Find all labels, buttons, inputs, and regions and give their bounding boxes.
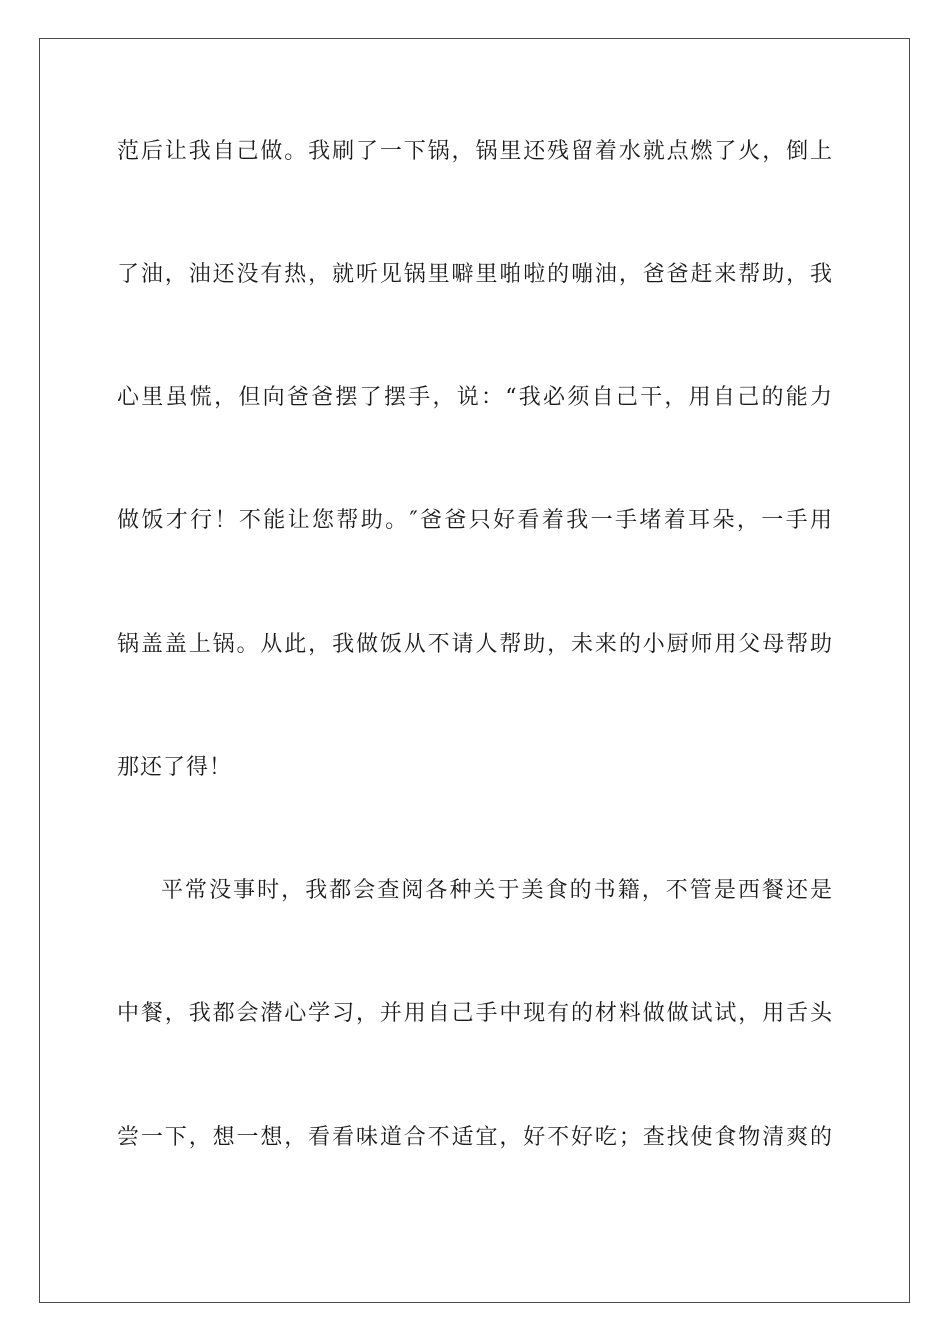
page-frame: [39, 38, 910, 1303]
text-line: 了油，油还没有热，就听见锅里噼里啪啦的嘣油，爸爸赶来帮助，我: [117, 262, 833, 287]
text-line: 锅盖盖上锅。从此，我做饭从不请人帮助，未来的小厨师用父母帮助: [117, 632, 833, 657]
text-line: 心里虽慌，但向爸爸摆了摆手，说：“我必须自己干，用自己的能力: [117, 385, 833, 410]
text-line: 范后让我自己做。我刷了一下锅，锅里还残留着水就点燃了火，倒上: [117, 139, 833, 164]
text-line: 那还了得！: [117, 755, 233, 780]
text-line: 尝一下，想一想，看看味道合不适宜，好不好吃；查找使食物清爽的: [117, 1125, 833, 1150]
text-line: 中餐，我都会潜心学习，并用自己手中现有的材料做做试试，用舌头: [117, 1001, 833, 1026]
paragraph-first-line: 平常没事时，我都会查阅各种关于美食的书籍，不管是西餐还是: [161, 878, 833, 903]
text-line: 做饭才行！不能让您帮助。″爸爸只好看着我一手堵着耳朵，一手用: [117, 508, 833, 533]
